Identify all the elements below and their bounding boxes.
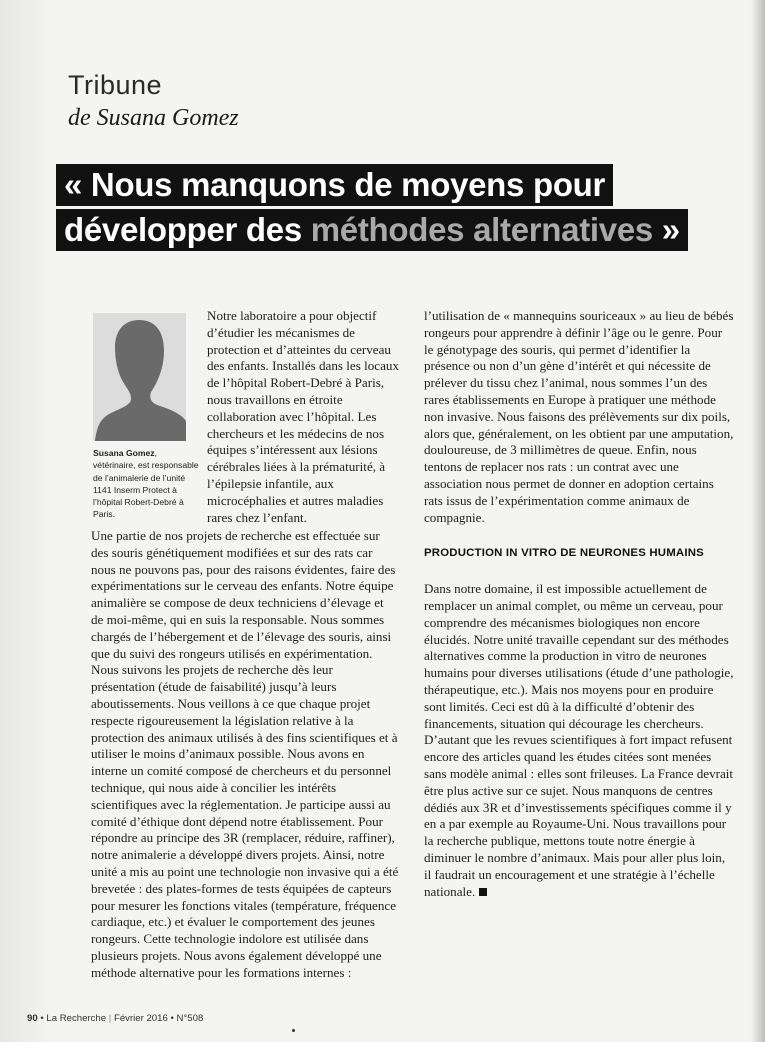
headline-line-2-highlight: méthodes alternatives xyxy=(310,211,653,248)
intro-paragraph xyxy=(207,308,399,526)
footer-bullet-2: • xyxy=(170,1013,174,1024)
headline-line-2-end: » xyxy=(652,211,680,248)
right-paragraph-1: l’utilisation de « mannequins souriceaux » au lieu de bébés rongeurs pour apprendre à définir l’âge ou le genre. Pour le génotypage des souris, qui permet d’identifier la présence ou non d’un gène d’intérêt et qui nécessite de prélever du tissu chez l’animal, nous sommes l’un des rares établissements en Europe à pratiquer une méthode non invasive. Nous faisons des prélèvements sur dix poils, alors que, généralement, on les obtient par une amputation, douloureuse, de 3 millimètres de queue. Enfin, nous tentons de replacer nos rats : un contrat avec une association nous permet de donner en adoption certains rats issus de l’expérimentation comme animaux de compagnie. xyxy=(424,308,734,525)
section-subheading: PRODUCTION IN VITRO DE NEURONES HUMAINS xyxy=(424,547,704,560)
headline-line-1: « Nous manquons de moyens pour xyxy=(56,164,613,206)
intro-text: Notre laboratoire a pour objectif d’étudier les mécanismes de protection et d’atteintes du cerveau des enfants. Installés dans les locaux de l’hôpital Robert-Debré à Paris, nous travaillons en étroite collaboration avec l’hôpital. Les chercheurs et les médecins de nos équipes s’intéressent aux lésions cérébrales liées à la prématurité, à l’épilepsie infantile, aux microcéphalies et autres maladies rares chez l’enfant. xyxy=(207,308,399,525)
magazine-name: La Recherche xyxy=(46,1013,107,1024)
main-text: Une partie de nos projets de recherche est effectuée sur des souris génétiquement modifiées et sur des rats car nous ne pouvons pas, pour des raisons évidentes, faire des expérimentations sur le cerveau des enfants. Notre équipe animalière se compose de deux techniciens d’élevage et de moi-même, qui en suis la responsable. Nous sommes chargés de l’hébergement et de l’élevage des souris, ainsi que du suivi des rongeurs utilisés en expérimentation. Nous suivons les projets de recherche dès leur présentation (étude de faisabilité) jusqu’à leurs aboutissements. Nous veillons à ce que chaque projet respecte rigoureusement la législation relative à la protection des animaux utilisés à des fins scientifiques et à utiliser le moins d’animaux possible. Nous avons en interne un comité composé de chercheurs et du personnel technique, qui nous aide à concilier les intérêts scientifiques avec la réglementation. Je participe aussi au comité d’éthique dont dépend notre établissement. Pour répondre au principe des 3R (remplacer, réduire, raffiner), notre animalerie a développé divers projets. Ainsi, notre unité a mis au point une technologie non invasive qui a été brevetée : des plates-formes de tests équipées de capteurs pour mesurer les fonctions vitales (température, fréquence cardiaque, etc.) et évaluer le comportement des jeunes rongeurs. Cette technologie indolore est utilisée dans plusieurs projets. Nous avons également développé une méthode alternative pour les formations internes : xyxy=(91,528,399,980)
author-photo xyxy=(93,313,186,441)
headline-line-2-dark: développer des xyxy=(64,211,311,248)
page-footer xyxy=(27,1013,203,1024)
caption-text: , vétérinaire, est responsable de l’animalerie de l’unité 1141 Inserm Protect à l’hôpital Robert-Debré à Paris. xyxy=(93,448,199,520)
caption-name: Susana Gomez xyxy=(93,448,155,458)
section-kicker: Tribune xyxy=(68,70,163,100)
footer-separator: | xyxy=(108,1013,112,1024)
footer-bullet-1: • xyxy=(40,1013,44,1024)
main-column xyxy=(91,528,399,982)
headline xyxy=(56,164,716,254)
page-edge-shadow xyxy=(751,0,765,1042)
page-gutter-shadow xyxy=(0,0,55,1042)
headline-line-2 xyxy=(56,209,688,251)
print-speck xyxy=(292,1029,295,1032)
right-column xyxy=(424,308,734,900)
issue-date: Février 2016 xyxy=(113,1013,168,1024)
page-number: 90 xyxy=(27,1013,38,1024)
right-paragraph-2 xyxy=(424,581,734,900)
end-mark-icon xyxy=(479,888,487,896)
right-paragraph-2-text: Dans notre domaine, il est impossible actuellement de remplacer un animal complet, ou même un cerveau, pour comprendre des mécanismes biologiques non encore élucidés. Notre unité travaille cependant sur des méthodes alternatives comme la production in vitro de neurones humains pour diverses utilisations (étude d’une pathologie, thérapeutique, etc.). Mais nos moyens pour en produire sont limités. Ceci est dû à la difficulté d’obtenir des financements, situation qui décourage les chercheurs. D’autant que les revues scientifiques à fort impact refusent encore des articles quand les études citées sont menées sans modèle animal : elles sont frileuses. La France devrait être plus active sur ce sujet. Nous manquons de centres dédiés aux 3R et d’investissements spécifiques comme il y en a par exemple au Royaume-Uni. Nous travaillons pour la recherche publique, mettons toute notre énergie à diminuer le nombre d’animaux. Mais pour aller plus loin, il faudrait un encouragement et une stratégie à l’échelle nationale. xyxy=(424,581,734,899)
issue-number: N°508 xyxy=(176,1013,204,1024)
author-byline: de Susana Gomez xyxy=(68,105,239,131)
person-silhouette-icon xyxy=(93,313,186,441)
photo-caption xyxy=(93,447,199,521)
